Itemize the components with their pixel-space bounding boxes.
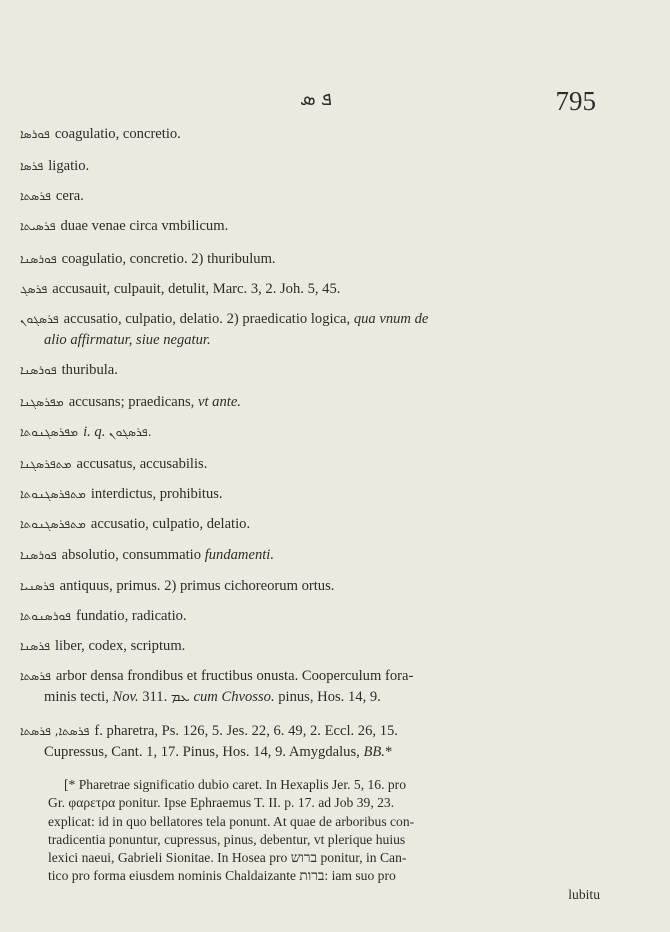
continuation-text: Cupressus, Cant. 1, 17. Pinus, Hos. 14, 9. Amygdalus, — [44, 744, 364, 760]
entry-text: i. q. — [83, 424, 110, 440]
entry — [20, 392, 600, 413]
entry-text: accusatio, culpatio, delatio. 2) praedicatio logica, — [63, 311, 354, 327]
entry-text: accusans; praedicans, — [68, 394, 198, 410]
footnote-line: lexici naeui, Gabrieli Sionitae. In Hosea pro ברוש ponitur, in Can- — [48, 850, 407, 866]
entry — [20, 576, 600, 597]
entry-continuation — [20, 742, 600, 763]
continuation-italic: BB. — [363, 744, 385, 760]
syriac-headword: ܦܪܣܓܘܢ — [20, 312, 59, 326]
footnote-line: Gr. φαρετρα ponitur. Ipse Ephraemus T. II. p. 17. ad Job 39, 23. — [48, 795, 395, 811]
entry-continuation: alio affirmatur, siue negatur. — [44, 332, 211, 348]
footnote-line: tradicentia ponuntur, cupressus, pinus, debentur, vt plerique huius — [48, 831, 406, 847]
syriac-headword: ܦܪܣܐ — [20, 159, 44, 173]
syriac-headword: ܡܦܪܣܓܢܐ — [20, 395, 64, 409]
syriac-headword: ܦܘܪܣܢܐ — [20, 252, 57, 266]
entry — [20, 484, 600, 505]
entry-text: absolutio, consummatio — [61, 547, 205, 563]
entry-text: f. pharetra, Ps. 126, 5. Jes. 22, 6. 49, 2. Eccl. 26, 15. — [94, 723, 398, 739]
entry — [20, 666, 600, 708]
continuation-italic: cum Chvosso. — [193, 689, 275, 705]
continuation-text: 311. ܥܡ — [138, 689, 194, 705]
entry — [20, 545, 600, 566]
syriac-headword: ܡܬܦܪܣܓܢܐ — [20, 457, 72, 471]
entry — [20, 721, 600, 763]
footnote-line: [* Pharetrae significatio dubio caret. In Hexaplis Jer. 5, 16. pro — [64, 777, 407, 792]
entry — [20, 279, 600, 300]
entry-text: ligatio. — [48, 158, 90, 174]
syriac-headword: ܦܘܪܣܢܐ — [20, 363, 57, 377]
entry-text: antiquus, primus. 2) primus cichoreorum ortus. — [59, 578, 335, 594]
entry-text: cera. — [55, 188, 84, 204]
syriac-headword: ܦܘܪܣܐ — [20, 127, 50, 141]
entry-text: coagulatio, concretio. 2) thuribulum. — [61, 251, 276, 267]
page-number: 795 — [555, 86, 596, 116]
entry — [20, 422, 600, 443]
syriac-headword: ܡܬܦܪܣܓܢܘܬܐ — [20, 517, 86, 531]
footnote-line: lubitu — [568, 886, 600, 902]
syriac-headword: ܦܪܣܢܝܐ — [20, 579, 55, 593]
entry-italic: qua vnum de — [353, 311, 429, 327]
entry — [20, 606, 600, 627]
entry — [20, 309, 600, 351]
footnote-line: explicat: id in quo bellatores tela ponunt. At quae de arboribus con- — [48, 813, 415, 829]
footnote — [20, 776, 600, 904]
entry-text: interdictus, prohibitus. — [90, 486, 223, 502]
footnote-line: tico pro forma eiusdem nominis Chaldaizante ברות: iam suo pro — [48, 868, 396, 884]
entry-text: arbor densa frondibus et fructibus onusta. Cooperculum fora- — [55, 668, 414, 684]
entry — [20, 249, 600, 270]
entry-text: accusatus, accusabilis. — [76, 456, 208, 472]
entry-continuation — [20, 687, 600, 708]
entry — [20, 124, 600, 145]
continuation-italic: Nov. — [112, 689, 139, 705]
entry-text: coagulatio, concretio. — [54, 126, 181, 142]
syriac-reference: ܦܪܣܓܘܢ. — [109, 425, 152, 439]
running-head: ܦ ܣ — [300, 88, 332, 110]
entry-text: accusauit, culpauit, detulit, Marc. 3, 2. Joh. 5, 45. — [52, 281, 341, 297]
syriac-headword: ܡܬܦܪܣܓܢܘܬܐ — [20, 487, 86, 501]
entry — [20, 514, 600, 535]
syriac-headword: ܡܦܪܣܓܢܘܬܐ — [20, 425, 79, 439]
entry — [20, 186, 600, 207]
syriac-headword: ܦܪܣܓ — [20, 282, 48, 296]
entry — [20, 216, 600, 237]
syriac-headword: ܦܪܣܬܐ, ܦܪܣܬܐ — [20, 724, 90, 738]
continuation-text: minis tecti, — [44, 689, 113, 705]
entry-italic: vt ante. — [197, 394, 241, 410]
entry — [20, 454, 600, 475]
entry — [20, 360, 600, 381]
syriac-headword: ܦܪܣܬܐ — [20, 669, 51, 683]
syriac-headword: ܦܪܣܬܐ — [20, 189, 51, 203]
entry-text: liber, codex, scriptum. — [55, 638, 186, 654]
syriac-headword: ܦܪܣܝܬܐ — [20, 219, 56, 233]
syriac-headword: ܦܪܣܢܐ — [20, 639, 50, 653]
continuation-text: pinus, Hos. 14, 9. — [274, 689, 381, 705]
entry-italic: fundamenti. — [204, 547, 275, 563]
entry-text: accusatio, culpatio, delatio. — [90, 516, 251, 532]
continuation-text: * — [384, 744, 393, 760]
syriac-headword: ܦܘܪܣܢܐ — [20, 548, 57, 562]
entry-text: thuribula. — [61, 362, 118, 378]
entry-text: duae venae circa vmbilicum. — [60, 218, 229, 234]
entry — [20, 156, 600, 177]
entry — [20, 636, 600, 657]
syriac-headword: ܦܘܪܣܢܘܬܐ — [20, 609, 71, 623]
entry-text: fundatio, radicatio. — [75, 608, 187, 624]
